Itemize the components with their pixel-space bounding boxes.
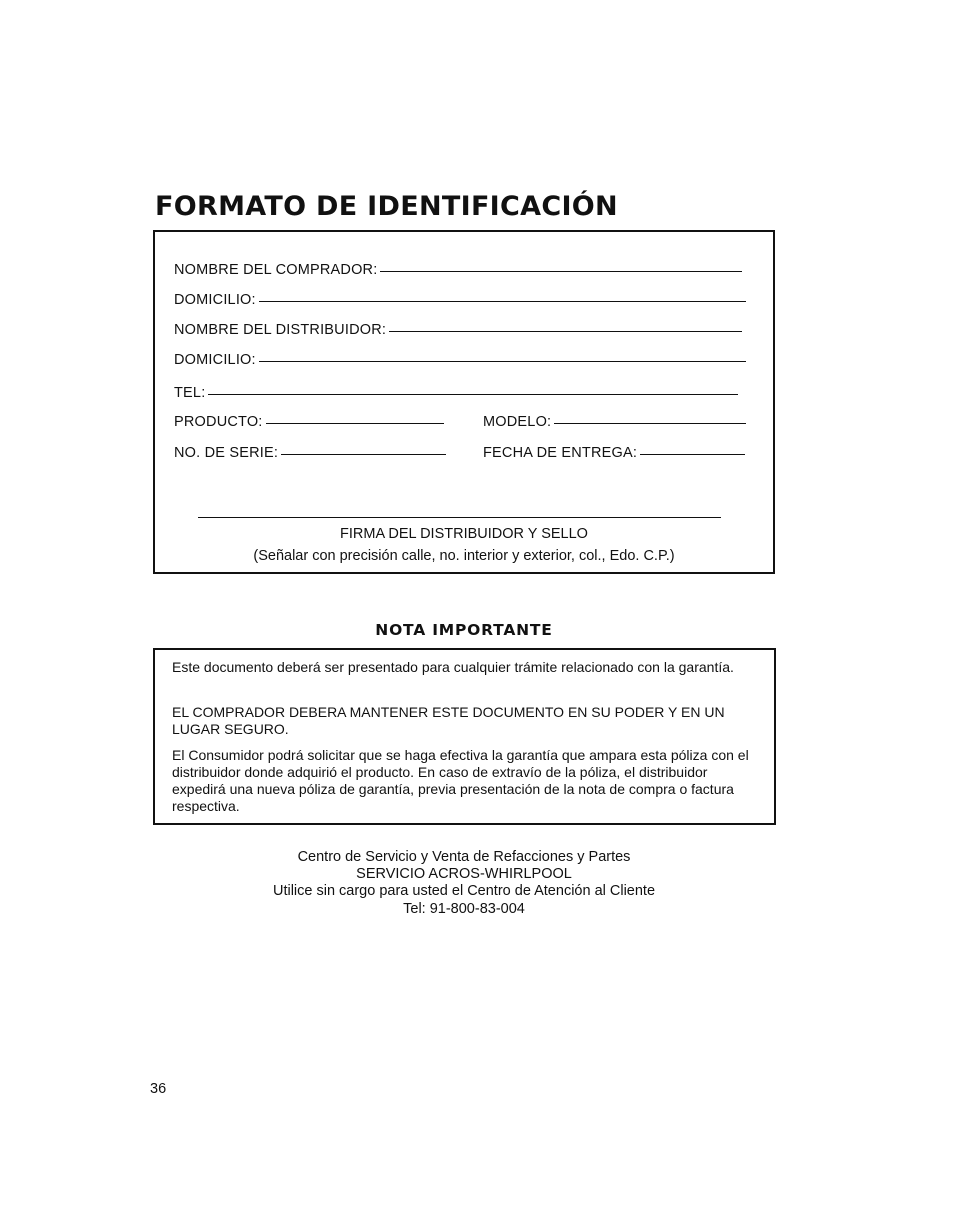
model-field xyxy=(483,414,746,430)
phone-label: TEL: xyxy=(174,385,206,401)
product-blank xyxy=(266,422,444,424)
buyer-address-label: DOMICILIO: xyxy=(174,292,256,308)
model-label: MODELO: xyxy=(483,414,552,430)
page-title: FORMATO DE IDENTIFICACIÓN xyxy=(155,191,618,222)
identification-form xyxy=(153,230,775,574)
distributor-address-field xyxy=(174,352,746,368)
nota-paragraph: El Consumidor podrá solicitar que se haga efectiva la garantía que ampara esta póliza con el distribuidor donde adquirió el producto. En caso de extravío de la póliza, el distribuidor expedirá una nueva póliza de garantía, previa presentación de la nota de compra o factura respectiva. xyxy=(172,747,749,814)
delivery-date-label: FECHA DE ENTREGA: xyxy=(483,445,638,461)
distributor-name-blank xyxy=(389,330,742,332)
nota-heading: NOTA IMPORTANTE xyxy=(375,621,553,639)
buyer-name-blank xyxy=(380,270,742,272)
model-blank xyxy=(554,422,746,424)
nota-box xyxy=(153,648,776,825)
phone-blank xyxy=(208,393,738,395)
signature-line xyxy=(198,517,721,518)
delivery-date-blank xyxy=(640,453,745,455)
distributor-address-label: DOMICILIO: xyxy=(174,352,256,368)
footer-service-center: Centro de Servicio y Venta de Refacciones y Partes xyxy=(297,849,631,865)
footer-phone: Tel: 91-800-83-004 xyxy=(403,901,525,917)
delivery-date-field xyxy=(483,445,745,461)
buyer-name-label: NOMBRE DEL COMPRADOR: xyxy=(174,262,378,278)
serial-field xyxy=(174,445,446,461)
distributor-address-blank xyxy=(259,360,746,362)
product-label: PRODUCTO: xyxy=(174,414,263,430)
distributor-name-field xyxy=(174,322,742,338)
footer-service-name: SERVICIO ACROS-WHIRLPOOL xyxy=(356,866,572,882)
signature-note: (Señalar con precisión calle, no. interior y exterior, col., Edo. C.P.) xyxy=(253,548,675,564)
product-field xyxy=(174,414,444,430)
serial-label: NO. DE SERIE: xyxy=(174,445,279,461)
distributor-name-label: NOMBRE DEL DISTRIBUIDOR: xyxy=(174,322,387,338)
buyer-address-blank xyxy=(259,300,746,302)
buyer-address-field xyxy=(174,292,746,308)
serial-blank xyxy=(281,453,446,455)
footer-customer-center: Utilice sin cargo para usted el Centro de Atención al Cliente xyxy=(272,883,656,899)
page-number: 36 xyxy=(150,1081,167,1097)
signature-label: FIRMA DEL DISTRIBUIDOR Y SELLO xyxy=(340,526,588,542)
nota-paragraph: EL COMPRADOR DEBERA MANTENER ESTE DOCUMENTO EN SU PODER Y EN UN LUGAR SEGURO. xyxy=(172,704,725,737)
buyer-name-field xyxy=(174,262,742,278)
nota-paragraph: Este documento deberá ser presentado para cualquier trámite relacionado con la garantía. xyxy=(172,659,734,675)
phone-field xyxy=(174,385,738,401)
